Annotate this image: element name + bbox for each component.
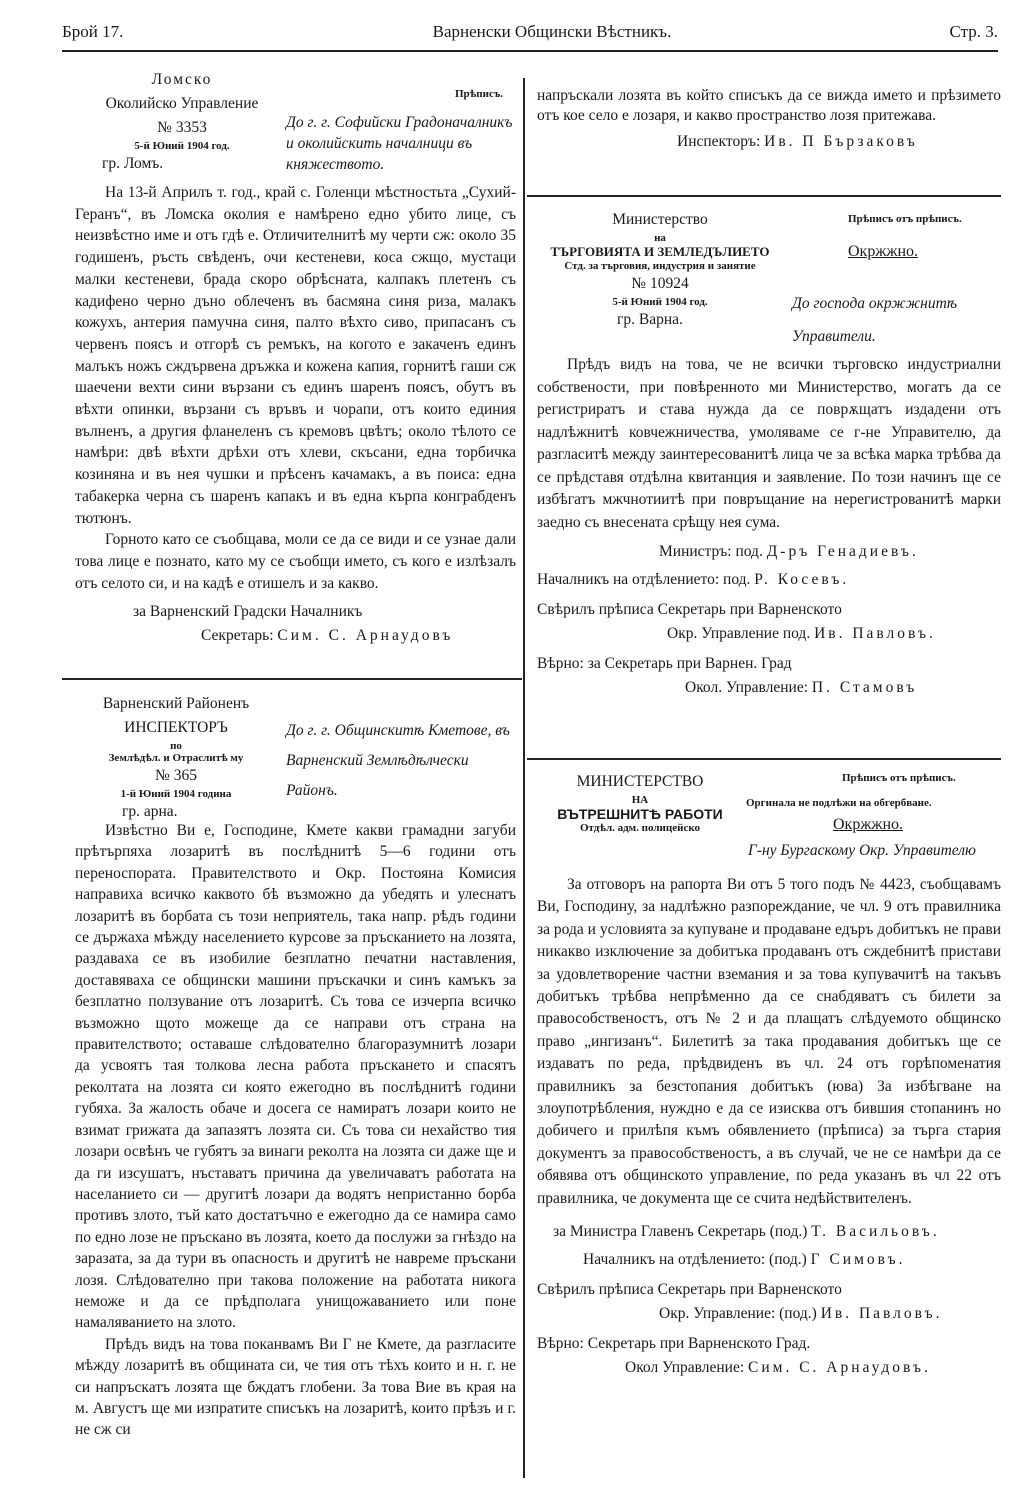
addressee: Г-ну Бургаскому Окр. Управителю <box>748 842 976 859</box>
document-city: гр. Ломъ. <box>102 155 164 172</box>
signature-line: Свѣрилъ прѣписа Секретарь при Варненското <box>537 1281 842 1299</box>
paragraph: Горното като се съобщава, моли се да се види и се узнае дали това лице е познато, като му се съобщи името, съ кого е излѣзалъ отъ селото си, и на кадѣ е отишелъ и за какво. <box>75 531 516 592</box>
signature-role: Началникъ на отдѣлението: под. <box>537 571 751 588</box>
circular-title: Окржжно. <box>833 816 903 833</box>
signature-role: Окр. Управление: (под.) <box>659 1305 817 1323</box>
copy-stamp: Прѣписъ отъ прѣписъ. <box>848 213 962 225</box>
signature-role: Окр. Управление под. <box>667 625 811 642</box>
signature-line <box>537 130 1001 154</box>
signature-role: Инспекторъ: <box>677 133 761 150</box>
signature-line <box>537 1220 1001 1244</box>
signature-role: Окол Управление: <box>625 1359 745 1377</box>
document-date: 1-й Юний 1904 година <box>120 788 232 800</box>
org-line: Ломско <box>151 71 213 88</box>
org-line: на <box>654 232 666 244</box>
paragraph: Извѣстно Ви е, Господине, Кмете какви грамадни загуби прѣтърпяха лозаритѣ въ послѣднитѣ 5—6 години отъ переноспората. Правителството и Окр. Постояна Комисия направиха всичко каквото бѣ възможно да убедять и улеснатъ лозаритѣ въ борбата съ този неприятель, така напр. рѣдъ години се държаха мѣжду населението курсове за пръсканието на лозята, раздаваха се въ изобилие безплатно печатни наставления, доставяваха се общински машини пръскачки и синъ камъкъ за безплатно ползувание отъ лозаритѣ. Съ това се изчерпа всичко възможно щото можеще да се направи отъ страна на правителството; оставаше слѣдователно благоразумнитѣ лозари да усвоятъ тая толкова лесна работа пръскането и спасятъ реколтата на лозята си която ежегодно въ послѣднитѣ години губяха. За жалость обаче и досега се намиратъ лозари които не взимат грижата да запазятъ лозята си. Съ това си нехайство тия лозари освѣнъ че губятъ за винаги реколта на лозята си даже ще и да ги изсушатъ, нъставатъ причина да увеличаватъ работата на населанието си — другитѣ лозари да водятъ непристанно борба противъ злото, тъй като достатъчно е ежегодно да се намира само по едно лозе не пръскано въ лозята, което да послужи за гнѣздо на заразата, за да тури въ опасность и другитѣ не навреме пръскани лозя. Слѣдователно при такова положение на работата никога неможе и да се прѣдполага унищожаванието или поне намаляванието на злото. <box>75 822 516 1332</box>
copy-stamp: Прѣписъ отъ прѣписъ. <box>842 772 956 784</box>
org-line: Околийско Управление <box>105 95 259 112</box>
interior-ministry-heading <box>540 770 740 834</box>
paragraph: За отговоръ на рапорта Ви отъ 5 того подъ № 4423, съобщавамъ Ви, Господину, за надлѣжно разпореждание, че чл. 9 отъ правилника за рода и условията за купуване и продаване едъръ добитъкъ не прави никакво изключение за добитъка продаванъ отъ сждебнитѣ пристави за удовлетворение частни вземания и за това купувачитѣ на такъвъ добитъкъ трѣбва непрѣменно да се снабдяватъ съ билети за правособственостъ, отъ № 2 и да плащатъ слѣдуемото общинско право „ингизанъ“. Билетитѣ за така продавания добитъкъ ще се издаватъ по реда, прѣдвиденъ въ чл. 24 отъ горѣпоменатия правилникъ за безстопания добитъкъ (юва) За избѣгване на злоупотрѣбления, нуждно е да се изисква отъ бившия стопанинъ но добичего и прилѣпя къмъ обявлението (прѣписа) за търга стария документъ за правособственостъ, а въ случай, че не се намѣри да се обявява отъ общинското управление, по реда указанъ въ чл 22 отъ правилника, че документа ще се счита недѣйствителенъ. <box>537 876 1001 1207</box>
issue-number: Брой 17. <box>62 22 124 41</box>
section-rule <box>527 195 1001 197</box>
org-line: НА <box>631 794 649 806</box>
signature-line: Свѣрилъ прѣписа Секретарь при Варненското <box>537 601 842 618</box>
document-city: гр. арна. <box>122 803 178 820</box>
signature-line <box>537 676 1001 700</box>
org-line: Стд. за търговия, индустрия и занятие <box>564 260 756 272</box>
section-rule <box>527 758 1001 760</box>
signature-role: Началникъ на отдѣлението: (под.) <box>583 1251 807 1269</box>
signature-name: Т. Васильовъ. <box>811 1223 940 1241</box>
org-line: ВЪТРЕШНИТѢ РАБОТИ <box>557 806 723 822</box>
signature-name: Д-ръ Генадиевъ. <box>766 543 919 560</box>
addressee: До г. г. Софийски Градоначалникъ и околийскить началници въ княжеството. <box>286 114 513 173</box>
signature-line <box>537 540 1001 564</box>
document-number: № 3353 <box>157 119 207 136</box>
paragraph: На 13-й Априлъ т. год., край с. Голенци мѣстностьта „Сухий-Геранъ“, въ Ломска околия е намѣрено едно убито лице, съ неизвѣстно име и отъ гдѣ е. Отличителнитѣ му черти сж: около 35 годишенъ, ръсть свѣденъ, очи кестеневи, коса сжщо, мустаци малки кестеневи, брада скоро обрѣсната, калпакъ плетенъ съ кадифено черно дъно облеченъ въ басмяна синя риза, малакъ кожухъ, антерия памучна синя, палто вѣхто сиво, припасанъ съ червенъ поясъ и отгорѣ съ ремъкъ, на когото е закаченъ единъ малъкъ ножъ сждървена дръжка и кожена капия, горнитѣ гаши сж шаечени вехти сини вързани съ единъ шаренъ поясъ, обутъ въ вѣхти опинки, вързани съ връвъ и чорапи, отъ които единия вълненъ, а другия фланеленъ съ кремовъ цвѣтъ; около тѣлото се намѣри: двѣ вѣхти дрѣхи отъ хлеви, скъсани, една торбичка козиняна и въ нея чушки и прѣсенъ качамакъ, а въ поиса: една табакерка черна съ шаренъ капакъ и въ една кърпа конграбденъ тютюнъ. <box>75 184 516 527</box>
paragraph: напръскали лозята въ който списъкъ да се вижда името и прѣзимето отъ кое село е лозаря, и какво пространство лозя притежава. <box>537 87 1001 124</box>
signature-name: Г Симовъ. <box>810 1251 906 1269</box>
paragraph: Прѣдъ видъ на това поканвамъ Ви Г не Кмете, да разгласите мѣжду лозаритѣ въ общината си, че тия отъ тѣхъ които и н. г. не си напръскатъ лозята ще бждатъ глобени. За това Вие въ края на м. Августъ ще ми изпратите списъкъ на лозаритѣ, които прѣзъ и г. не сж си <box>75 1335 516 1439</box>
org-line: Варненский Районенъ <box>102 695 250 712</box>
trade-ministry-heading <box>545 208 775 332</box>
document-city: гр. Варна. <box>617 311 683 328</box>
org-line: ИНСПЕКТОРЪ <box>124 719 228 736</box>
signature-name: Ив. Павловъ. <box>820 1305 943 1323</box>
signature-line <box>537 1302 1001 1326</box>
org-line: Министерство <box>612 211 708 228</box>
signature-name: Ив. П Бързаковъ <box>764 133 918 150</box>
addressee: До г. г. Общинскитѣ Кметове, въ Варненский Землѣдѣлчески Районъ. <box>286 722 510 799</box>
signature-name: Ив. Павловъ. <box>814 625 936 642</box>
addressee: До господа окржжнитѣ Управители. <box>792 295 958 345</box>
varna-article-body <box>75 820 516 1441</box>
signature-name: Сим. С. Арнаудовъ. <box>748 1359 931 1377</box>
org-line: ТЪРГОВИЯТА И ЗЕМЛЕДЪЛИЕТО <box>550 244 770 259</box>
column-divider <box>523 78 525 1478</box>
copy-stamp: Прѣписъ. <box>455 88 503 100</box>
signature-line <box>537 568 1001 592</box>
signature-line <box>537 1356 1001 1380</box>
signature-name: Сим. С. Арнаудовъ <box>277 627 454 645</box>
page-number: Стр. 3. <box>949 22 998 41</box>
paragraph: Прѣдъ видъ на това, че не всички търговско индустриални собствености, при повѣренното ми Министерство, могатъ да се регистриратъ и става нужда да се поврѫщатъ издадени отъ надлѣжнитѣ ковчежничества, умоляваме се г-не Управителю, да разгласитѣ между заинтересованитѣ лица че за всѣка марка трѣбва да се прѣдставя отдѣлна квитанция и заявление. По този начинъ ще се избѣгатъ мжчнотиитѣ при повръщание на нерегистрованитѣ марки заедно съ внесената срѣщу нея сума. <box>537 356 1001 531</box>
signature-name: Р. Косевъ. <box>754 571 850 588</box>
trade-ministry-body <box>537 354 1001 700</box>
signature-line <box>537 622 1001 646</box>
stamp-note: Оргинала не подлѣжи на обгербване. <box>746 797 932 809</box>
signature-line: Вѣрно: Секретарь при Варненското Град. <box>537 1335 811 1353</box>
lom-document-heading <box>82 68 282 176</box>
document-date: 5-й Юний 1904 год. <box>134 140 230 152</box>
document-number: № 365 <box>155 767 197 784</box>
signature-line: за Варненский Градски Началникъ <box>133 603 363 621</box>
signature-role: Министръ: под. <box>659 543 763 560</box>
signature-role: за Министра Главенъ Секретарь (под.) <box>553 1223 808 1241</box>
org-line: МИНИСТЕРСТВО <box>576 773 704 790</box>
org-line: Землѣдѣл. и Отраслитѣ му <box>108 752 244 764</box>
signature-role: Окол. Управление: <box>685 679 809 696</box>
signature-line <box>537 1248 1001 1272</box>
header-rule <box>62 50 998 52</box>
signature-line: Вѣрно: за Секретарь при Варнен. Град <box>537 655 792 672</box>
inspector-continuation <box>537 86 1001 154</box>
varna-inspector-heading <box>76 692 276 824</box>
org-line: по <box>170 740 182 752</box>
interior-ministry-body <box>537 874 1001 1380</box>
org-line: Отдѣл. адм. полицейско <box>579 822 701 834</box>
lom-article-body <box>75 182 516 648</box>
document-date: 5-й Юний 1904 год. <box>612 296 708 308</box>
signature-role: Секретарь: <box>201 627 274 645</box>
circular-title: Окржжно. <box>848 243 918 260</box>
signature-line <box>75 624 516 648</box>
section-rule <box>62 678 522 680</box>
newspaper-title: Варненски Общински Вѣстникъ. <box>432 22 672 41</box>
signature-name: П. Стамовъ <box>811 679 918 696</box>
document-number: № 10924 <box>631 275 689 292</box>
